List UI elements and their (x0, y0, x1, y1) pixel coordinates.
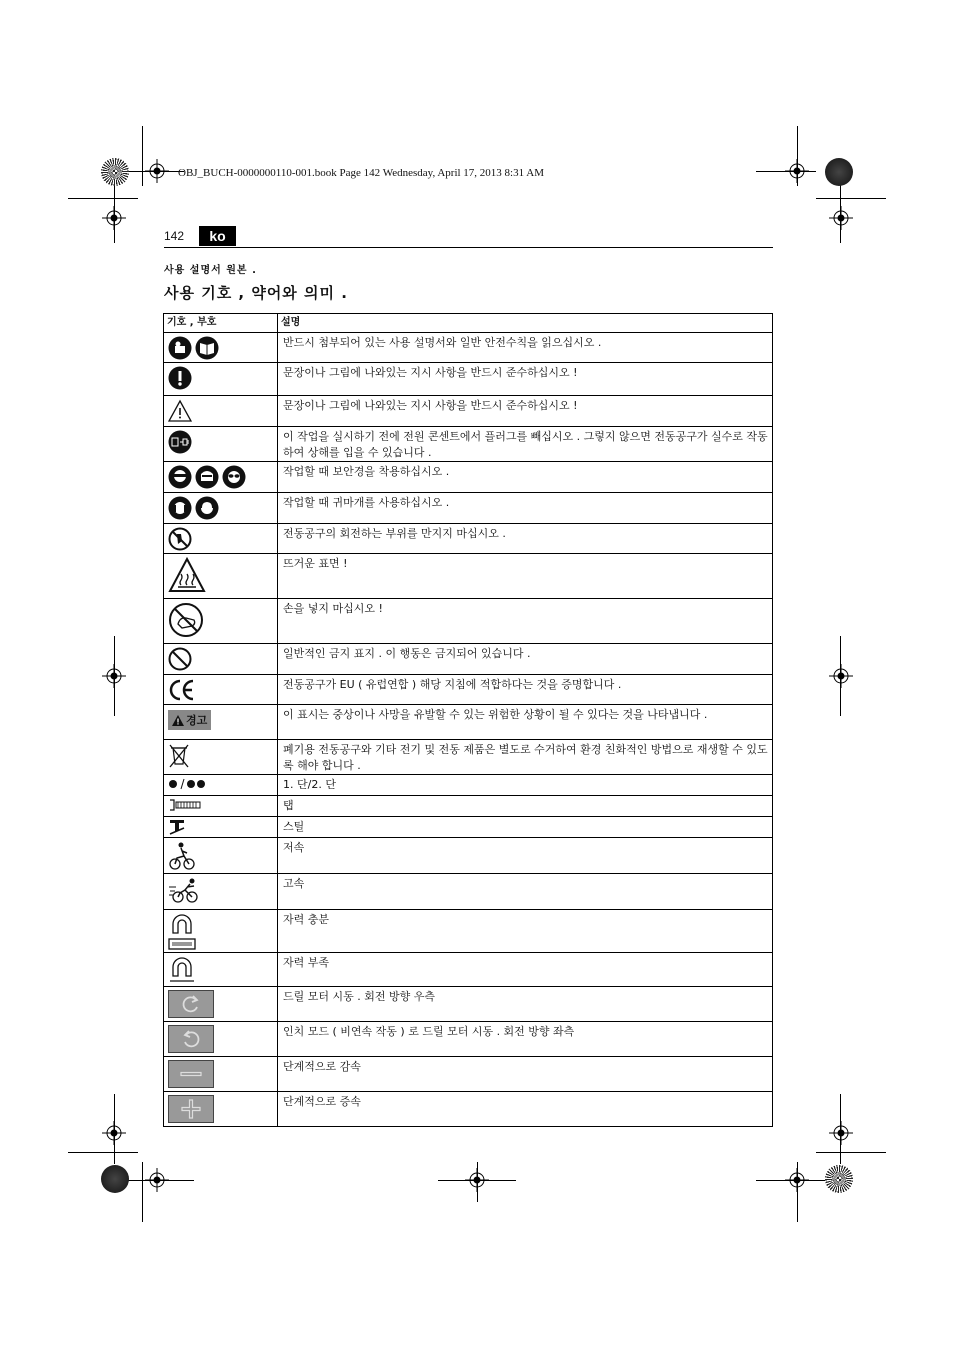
warning-triangle-icon (168, 399, 273, 423)
table-row (164, 599, 773, 644)
row-text: 전동공구가 EU ( 유럽연합 ) 해당 지침에 적합하다는 것을 증명합니다 . (278, 675, 773, 705)
symbols-table (163, 313, 773, 1127)
table-row (164, 775, 773, 796)
unplug-icon (168, 430, 273, 454)
table-row (164, 1092, 773, 1127)
row-text: 드릴 모터 시동 . 회전 방향 우측 (278, 987, 773, 1022)
table-row (164, 874, 773, 910)
face-shield-icon (195, 465, 219, 489)
read-manual-icon (168, 336, 192, 360)
row-text: 고속 (278, 874, 773, 910)
steel-icon (168, 819, 273, 835)
tap-icon (168, 798, 273, 812)
table-row (164, 817, 773, 838)
table-row (164, 493, 773, 524)
magnet-weak-icon (168, 956, 273, 984)
table-row (164, 427, 773, 462)
row-text: 폐기용 전동공구와 기타 전기 및 전동 제품은 별도로 수거하여 환경 친화적인 방법으로 재생할 수 있도록 해야 합니다 . (278, 740, 773, 775)
speed-dots-icon (168, 777, 273, 791)
rotate-right-button-icon (168, 990, 273, 1018)
table-row (164, 705, 773, 740)
table-row (164, 524, 773, 554)
hot-surface-icon (168, 557, 273, 593)
file-header: OBJ_BUCH-0000000110-001.book Page 142 Wednesday, April 17, 2013 8:31 AM (178, 167, 544, 179)
table-row (164, 363, 773, 396)
table-header-row (164, 314, 773, 333)
page-subtitle: 사용 설명서 원본 . (164, 265, 257, 276)
language-tab: ko (199, 226, 236, 246)
table-row (164, 644, 773, 675)
row-text: 문장이나 그림에 나와있는 지시 사항을 반드시 준수하십시오 ! (278, 396, 773, 427)
row-text: 손을 넣지 마십시오 ! (278, 599, 773, 644)
magnet-full-icon (168, 913, 273, 951)
row-text: 단계적으로 감속 (278, 1057, 773, 1092)
row-text: 탭 (278, 796, 773, 817)
table-row (164, 1057, 773, 1092)
no-hand-icon (168, 602, 273, 638)
header-symbol: 기호 , 부호 (164, 314, 278, 333)
row-text: 이 표시는 중상이나 사망을 유발할 수 있는 위험한 상황이 될 수 있다는 것을 나타냅니다 . (278, 705, 773, 740)
table-row (164, 396, 773, 427)
row-text: 문장이나 그림에 나와있는 지시 사항을 반드시 준수하십시오 ! (278, 363, 773, 396)
row-text: 스틸 (278, 817, 773, 838)
row-text: 반드시 첨부되어 있는 사용 설명서와 일반 안전수칙을 읽으십시오 . (278, 333, 773, 363)
row-text: 전동공구의 회전하는 부위를 만지지 마십시오 . (278, 524, 773, 554)
table-row (164, 838, 773, 874)
table-row (164, 675, 773, 705)
book-icon (195, 336, 219, 360)
table-row (164, 554, 773, 599)
table-row (164, 987, 773, 1022)
header-rule (164, 247, 773, 248)
table-row (164, 1022, 773, 1057)
row-text: 작업할 때 귀마개를 사용하십시오 . (278, 493, 773, 524)
row-text: 자력 부족 (278, 953, 773, 987)
row-text: 작업할 때 보안경을 착용하십시오 . (278, 462, 773, 493)
mandatory-exclamation-icon (168, 366, 273, 390)
row-text: 일반적인 금지 표지 . 이 행동은 금지되어 있습니다 . (278, 644, 773, 675)
row-text: 1. 단/2. 단 (278, 775, 773, 796)
warning-label-icon (168, 710, 211, 730)
table-row (164, 740, 773, 775)
plus-button-icon (168, 1095, 273, 1123)
header-description: 설명 (278, 314, 773, 333)
slow-bike-icon (168, 841, 273, 871)
row-text: 인치 모드 ( 비연속 작동 ) 로 드릴 모터 시동 . 회전 방향 좌측 (278, 1022, 773, 1057)
table-row (164, 333, 773, 363)
row-text: 뜨거운 표면 ! (278, 554, 773, 599)
ce-mark-icon (168, 678, 273, 702)
table-row (164, 953, 773, 987)
safety-goggles-icon (168, 465, 192, 489)
crossed-bin-icon (168, 743, 273, 769)
prohibition-icon (168, 647, 273, 671)
ear-muffs-icon (195, 496, 219, 520)
warning-label-text: 경고 (186, 714, 208, 727)
page-title: 사용 기호 , 약어와 의미 . (164, 284, 348, 302)
table-row (164, 796, 773, 817)
row-text: 저속 (278, 838, 773, 874)
fast-bike-icon (168, 877, 273, 905)
page-number: 142 (164, 229, 185, 243)
no-touch-rotating-icon (168, 527, 273, 551)
rotate-left-button-icon (168, 1025, 273, 1053)
ear-protection-icon (168, 496, 192, 520)
table-row (164, 910, 773, 953)
table-row (164, 462, 773, 493)
row-text: 단계적으로 증속 (278, 1092, 773, 1127)
safety-glasses-icon (222, 465, 246, 489)
row-text: 자력 충분 (278, 910, 773, 953)
row-text: 이 작업을 실시하기 전에 전원 콘센트에서 플러그를 빼십시오 . 그렇지 않으면 전동공구가 실수로 작동하여 상해를 입을 수 있습니다 . (278, 427, 773, 462)
minus-button-icon (168, 1060, 273, 1088)
